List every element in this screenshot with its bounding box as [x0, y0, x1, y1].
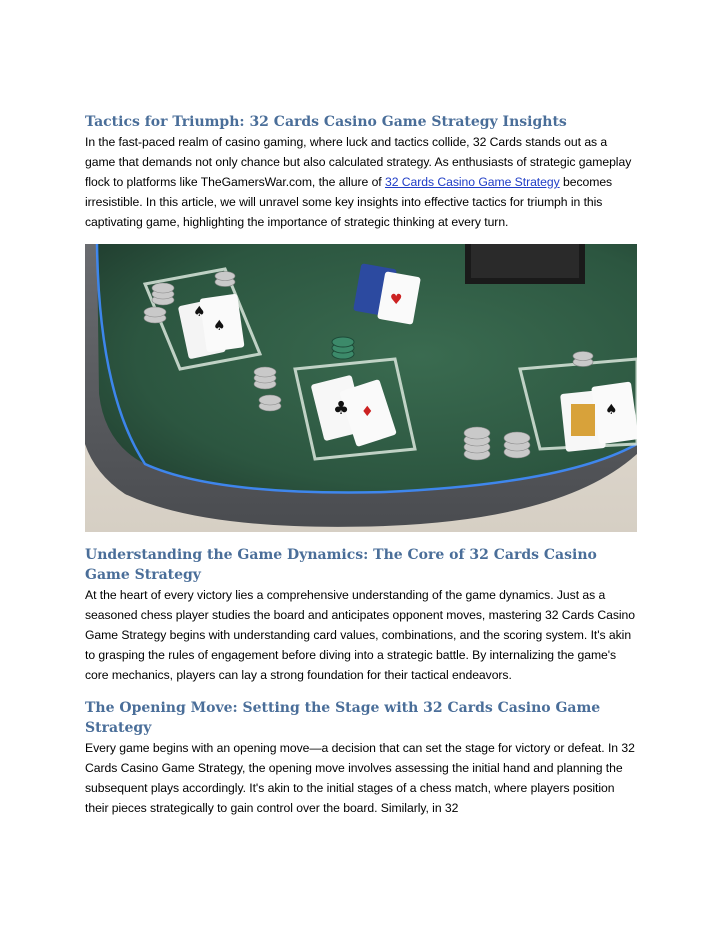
- svg-text:♥: ♥: [390, 292, 403, 308]
- section-heading: Understanding the Game Dynamics: The Core of 32 Cards Casino Game Strategy: [85, 547, 597, 583]
- section-body: Every game begins with an opening move—a decision that can set the stage for victory or defeat. In 32 Cards Casino Game Strategy, the opening move involves assessing the initial hand and planning the subsequent plays accordingly. It's akin to the initial stages of a chess match, where players position their pieces strategically to gain control over the board. Similarly, in 32: [85, 741, 635, 815]
- section-game-dynamics: [85, 545, 637, 685]
- document-page: [85, 112, 637, 818]
- section-opening-move: [85, 698, 637, 818]
- section-heading: The Opening Move: Setting the Stage with 32 Cards Casino Game Strategy: [85, 700, 601, 736]
- article-title: Tactics for Triumph: 32 Cards Casino Game Strategy Insights: [85, 114, 567, 130]
- strategy-link[interactable]: 32 Cards Casino Game Strategy: [384, 175, 560, 189]
- svg-text:♠: ♠: [193, 304, 206, 320]
- poker-table-photo: [85, 244, 637, 532]
- svg-text:♠: ♠: [213, 318, 226, 334]
- intro-text-before: In the fast-paced realm of casino gaming, where luck and tactics collide, 32 Cards stands out as a game that demands not only chance but also calculated strategy. As enthusiasts of strategic gameplay flock to platforms like TheGamersWar.com, the allure of: [85, 135, 632, 189]
- svg-text:♣: ♣: [333, 398, 350, 419]
- intro-paragraph: [85, 132, 637, 232]
- svg-text:♦: ♦: [361, 404, 374, 420]
- intro-text-after: becomes irresistible. In this article, we will unravel some key insights into effective tactics for triumph in this captivating game, highlighting the importance of strategic thinking at every turn.: [85, 175, 613, 229]
- svg-text:♠: ♠: [605, 402, 618, 418]
- section-body: At the heart of every victory lies a comprehensive understanding of the game dynamics. Just as a seasoned chess player studies the board and anticipates opponent moves, mastering 32 Cards Casino Game Strategy begins with understanding card values, combinations, and the scoring system. It's akin to grasping the rules of engagement before diving into a strategic battle. By internalizing the game's core mechanics, players can lay a strong foundation for their tactical endeavors.: [85, 588, 636, 682]
